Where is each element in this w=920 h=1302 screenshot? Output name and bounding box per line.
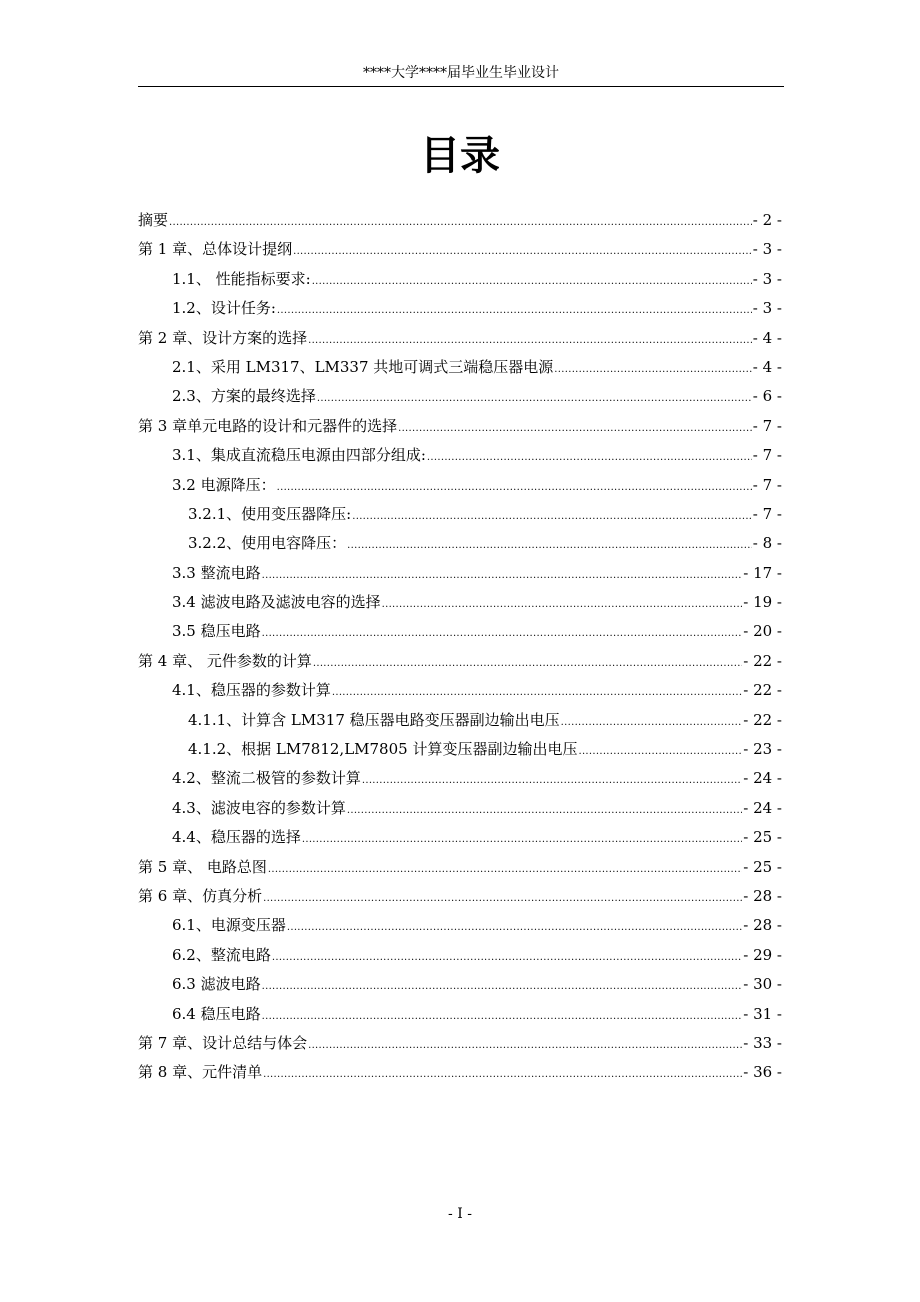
toc-entry-label: 6.2、整流电路 — [172, 945, 271, 964]
toc-entry-page: - 20 - — [743, 622, 782, 641]
toc-leader-dots — [427, 441, 752, 472]
toc-leader-dots — [308, 1029, 742, 1060]
toc-entry-page: - 30 - — [743, 975, 782, 994]
toc-leader-dots — [398, 412, 752, 443]
toc-entry-label: 第 6 章、仿真分析 — [138, 886, 263, 905]
toc-entry-label: 2.1、采用 LM317、LM337 共地可调式三端稳压器电源 — [172, 357, 554, 376]
toc-leader-dots — [317, 382, 752, 413]
toc-entry-label: 第 7 章、设计总结与体会 — [138, 1033, 308, 1052]
toc-leader-dots — [561, 706, 743, 737]
page-title: 目录 — [420, 133, 500, 179]
toc-entry-label: 4.1.1、计算含 LM317 稳压器电路变压器副边输出电压 — [188, 710, 560, 729]
toc-entry[interactable] — [138, 823, 782, 852]
toc-leader-dots — [347, 794, 742, 825]
toc-entry-page: - 22 - — [743, 651, 782, 670]
toc-entry[interactable] — [138, 382, 782, 411]
toc-entry-page: - 24 - — [743, 798, 782, 817]
toc-leader-dots — [308, 324, 752, 355]
toc-entry[interactable] — [138, 1000, 782, 1029]
toc-entry[interactable] — [138, 235, 782, 264]
toc-leader-dots — [262, 559, 743, 590]
toc-entry-label: 3.2 电源降压： — [172, 475, 276, 494]
toc-entry[interactable] — [138, 441, 782, 470]
toc-entry[interactable] — [138, 735, 782, 764]
toc-entry[interactable] — [138, 353, 782, 382]
toc-entry-page: - 22 - — [743, 681, 782, 700]
table-of-contents — [138, 206, 782, 1088]
toc-entry-label: 3.3 整流电路 — [172, 563, 261, 582]
toc-leader-dots — [263, 882, 742, 913]
toc-entry-page: - 17 - — [743, 563, 782, 582]
toc-entry-page: - 33 - — [743, 1033, 782, 1052]
toc-entry-page: - 19 - — [743, 593, 782, 612]
toc-entry-label: 3.5 稳压电路 — [172, 622, 261, 641]
toc-entry[interactable] — [138, 647, 782, 676]
toc-entry-label: 4.3、滤波电容的参数计算 — [172, 798, 346, 817]
toc-leader-dots — [169, 206, 752, 237]
toc-entry[interactable] — [138, 529, 782, 558]
toc-entry-page: - 7 - — [752, 475, 782, 494]
toc-entry[interactable] — [138, 853, 782, 882]
toc-entry[interactable] — [138, 882, 782, 911]
toc-entry-label: 2.3、方案的最终选择 — [172, 387, 316, 406]
toc-entry-page: - 36 - — [743, 1063, 782, 1082]
toc-entry-label: 4.2、整流二极管的参数计算 — [172, 769, 361, 788]
toc-entry-label: 4.4、稳压器的选择 — [172, 828, 301, 847]
toc-entry[interactable] — [138, 559, 782, 588]
toc-entry-label: 4.1.2、根据 LM7812,LM7805 计算变压器副边输出电压 — [188, 740, 578, 759]
toc-entry-page: - 7 - — [752, 504, 782, 523]
toc-leader-dots — [263, 1058, 742, 1089]
toc-entry[interactable] — [138, 294, 782, 323]
toc-entry-label: 1.1、 性能指标要求: — [172, 269, 311, 288]
toc-entry-page: - 6 - — [752, 387, 782, 406]
toc-entry[interactable] — [138, 794, 782, 823]
toc-entry-page: - 4 - — [752, 328, 782, 347]
toc-entry[interactable] — [138, 265, 782, 294]
toc-leader-dots — [277, 294, 752, 325]
toc-entry-label: 第 5 章、 电路总图 — [138, 857, 267, 876]
toc-entry[interactable] — [138, 676, 782, 705]
toc-entry-page: - 29 - — [743, 945, 782, 964]
toc-entry-label: 第 4 章、 元件参数的计算 — [138, 651, 312, 670]
toc-leader-dots — [272, 941, 742, 972]
toc-entry-label: 第 3 章单元电路的设计和元器件的选择 — [138, 416, 398, 435]
toc-entry-page: - 22 - — [743, 710, 782, 729]
toc-entry-label: 第 8 章、元件清单 — [138, 1063, 263, 1082]
header-rule — [138, 86, 784, 87]
toc-entry-page: - 8 - — [752, 534, 782, 553]
toc-entry-page: - 3 - — [752, 240, 782, 259]
toc-entry-label: 3.4 滤波电路及滤波电容的选择 — [172, 593, 381, 612]
toc-leader-dots — [262, 1000, 743, 1031]
toc-entry[interactable] — [138, 324, 782, 353]
toc-entry-page: - 31 - — [743, 1004, 782, 1023]
toc-entry-label: 3.2.1、使用变压器降压: — [188, 504, 352, 523]
toc-entry[interactable] — [138, 617, 782, 646]
toc-entry[interactable] — [138, 970, 782, 999]
toc-entry-label: 第 2 章、设计方案的选择 — [138, 328, 308, 347]
toc-leader-dots — [293, 235, 752, 266]
toc-entry-page: - 7 - — [752, 416, 782, 435]
toc-leader-dots — [362, 764, 742, 795]
toc-entry-label: 3.2.2、使用电容降压： — [188, 534, 347, 553]
toc-entry[interactable] — [138, 941, 782, 970]
toc-entry[interactable] — [138, 764, 782, 793]
toc-leader-dots — [287, 911, 742, 942]
toc-leader-dots — [578, 735, 742, 766]
toc-entry[interactable] — [138, 412, 782, 441]
toc-leader-dots — [262, 970, 743, 1001]
toc-leader-dots — [312, 265, 752, 296]
toc-entry-label: 6.3 滤波电路 — [172, 975, 261, 994]
toc-leader-dots — [268, 853, 742, 884]
toc-entry-page: - 3 - — [752, 269, 782, 288]
toc-entry-page: - 23 - — [743, 740, 782, 759]
toc-entry-label: 4.1、稳压器的参数计算 — [172, 681, 331, 700]
toc-entry-label: 1.2、设计任务: — [172, 299, 276, 318]
toc-leader-dots — [382, 588, 743, 619]
toc-entry-page: - 24 - — [743, 769, 782, 788]
toc-leader-dots — [332, 676, 742, 707]
toc-entry-page: - 28 - — [743, 886, 782, 905]
toc-entry-page: - 25 - — [743, 828, 782, 847]
toc-leader-dots — [302, 823, 742, 854]
toc-entry-label: 摘要 — [138, 211, 169, 229]
toc-leader-dots — [277, 471, 752, 502]
toc-entry-label: 6.4 稳压电路 — [172, 1004, 261, 1023]
toc-entry-label: 3.1、集成直流稳压电源由四部分组成: — [172, 446, 426, 465]
toc-entry-label: 第 1 章、总体设计提纲 — [138, 240, 293, 259]
toc-entry[interactable] — [138, 206, 782, 235]
toc-entry-page: - 2 - — [752, 211, 782, 229]
toc-entry-page: - 3 - — [752, 299, 782, 318]
toc-entry[interactable] — [138, 911, 782, 940]
toc-entry[interactable] — [138, 706, 782, 735]
toc-leader-dots — [313, 647, 742, 678]
toc-entry[interactable] — [138, 588, 782, 617]
toc-entry[interactable] — [138, 500, 782, 529]
toc-entry[interactable] — [138, 1029, 782, 1058]
toc-entry[interactable] — [138, 471, 782, 500]
toc-leader-dots — [347, 529, 752, 560]
toc-leader-dots — [352, 500, 752, 531]
toc-entry-page: - 4 - — [752, 357, 782, 376]
toc-entry-page: - 28 - — [743, 916, 782, 935]
toc-entry-page: - 25 - — [743, 857, 782, 876]
toc-entry-label: 6.1、电源变压器 — [172, 916, 286, 935]
page-number: - I - — [448, 1206, 472, 1222]
toc-leader-dots — [554, 353, 751, 384]
toc-leader-dots — [262, 617, 743, 648]
running-header: ****大学****届毕业生毕业设计 — [363, 65, 559, 81]
toc-entry[interactable] — [138, 1058, 782, 1087]
toc-entry-page: - 7 - — [752, 446, 782, 465]
